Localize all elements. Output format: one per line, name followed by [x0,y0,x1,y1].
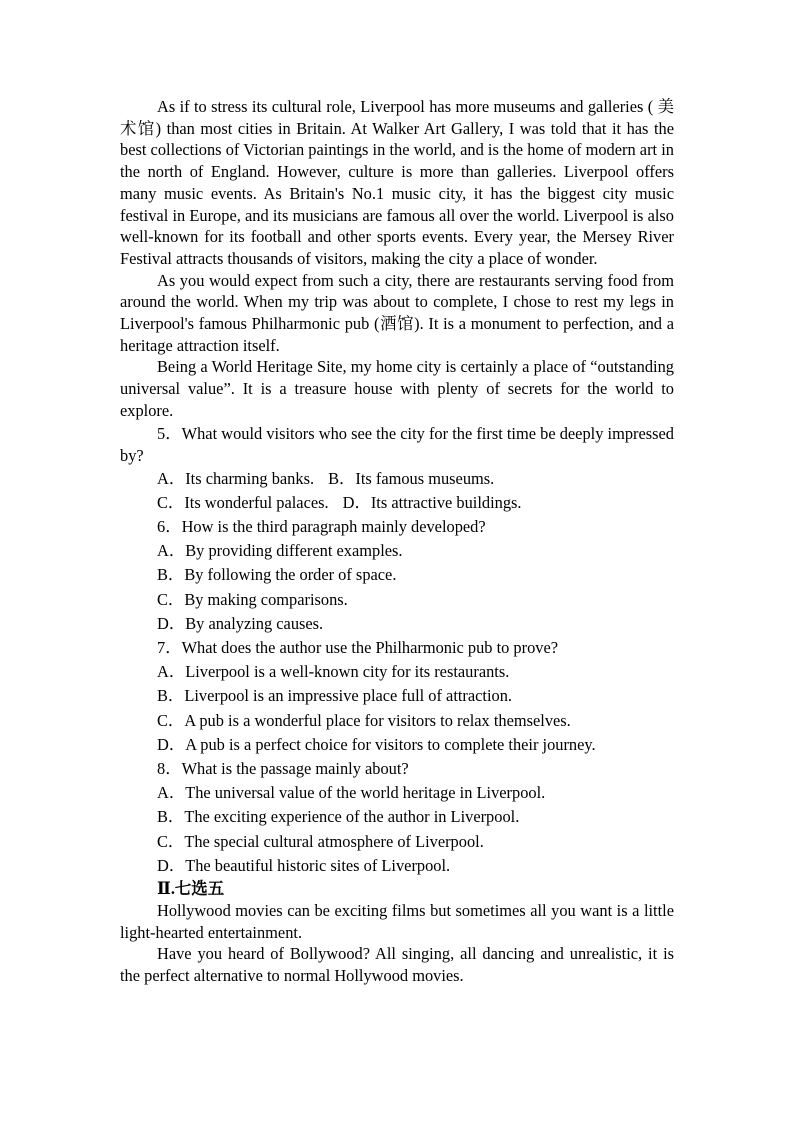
question-5-option-row-2 [120,491,674,515]
question-6-option-c[interactable]: C．By making comparisons. [157,589,348,609]
question-7-option-a[interactable]: A．Liverpool is a well-known city for its restaurants. [157,662,510,682]
question-6 [120,515,674,636]
question-6-option-b[interactable]: B．By following the order of space. [157,565,397,585]
question-list [120,423,674,878]
question-8-stem: 8．What is the passage mainly about? [157,758,409,778]
section-2 [120,878,674,987]
section-2-paragraph-2: Have you heard of Bollywood? All singing, all dancing and unrealistic, it is the perfect alternative to normal Hollywood movies. [120,944,674,986]
passage-paragraph-3: Being a World Heritage Site, my home city is certainly a place of “outstanding universal value”. It is a treasure house with plenty of secrets for the world to explore. [120,357,674,420]
section-2-paragraph-1: Hollywood movies can be exciting films but sometimes all you want is a little light-hearted entertainment. [120,901,674,942]
passage-paragraph-2: As you would expect from such a city, there are restaurants serving food from around the world. When my trip was about to complete, I chose to rest my legs in Liverpool's famous Philharmonic pub (酒馆). It is a monument to perfection, and a heritage attraction itself. [120,270,674,355]
question-5-option-d[interactable]: D．Its attractive buildings. [342,492,522,512]
question-8-option-c[interactable]: C．The special cultural atmosphere of Liverpool. [157,831,484,851]
question-7-stem: 7．What does the author use the Philharmonic pub to prove? [157,637,559,657]
question-8-option-b[interactable]: B．The exciting experience of the author in Liverpool. [157,807,520,827]
question-7 [120,636,674,757]
question-5-option-c[interactable]: C．Its wonderful palaces. [157,492,329,512]
question-8-option-d[interactable]: D．The beautiful historic sites of Liverpool. [157,855,451,875]
question-7-option-b[interactable]: B．Liverpool is an impressive place full of attraction. [157,686,513,706]
document-page [120,96,674,987]
question-8-option-a[interactable]: A．The universal value of the world heritage in Liverpool. [157,783,546,803]
question-5 [120,423,674,515]
question-6-option-d[interactable]: D．By analyzing causes. [157,613,324,633]
question-5-option-b[interactable]: B．Its famous museums. [328,468,495,488]
question-5-stem: 5．What would visitors who see the city for the first time be deeply impressed by? [120,423,674,465]
question-6-stem: 6．How is the third paragraph mainly developed? [157,516,486,536]
question-6-option-a[interactable]: A．By providing different examples. [157,541,403,561]
question-7-option-d[interactable]: D．A pub is a perfect choice for visitors to complete their journey. [157,734,596,754]
question-7-option-c[interactable]: C．A pub is a wonderful place for visitors to relax themselves. [157,710,571,730]
question-8 [120,757,674,878]
question-5-option-row-1 [120,467,674,491]
passage-paragraph-1: As if to stress its cultural role, Liverpool has more museums and galleries ( 美术馆) than most cities in Britain. At Walker Art Gallery, I was told that it has the best collections of Victorian paintings in the world, and is the home of modern art in the north of England. However, culture is more than galleries. Liverpool offers many music events. As Britain's No.1 music city, it has the biggest city music festival in Europe, and its musicians are famous all over the world. Liverpool is also well-known for its football and other sports events. Every year, the Mersey River Festival attracts thousands of visitors, making the city a place of wonder. [120,97,674,268]
section-2-heading: Ⅱ.七选五 [157,879,225,898]
reading-passage [120,96,674,422]
question-5-option-a[interactable]: A．Its charming banks. [157,468,315,488]
